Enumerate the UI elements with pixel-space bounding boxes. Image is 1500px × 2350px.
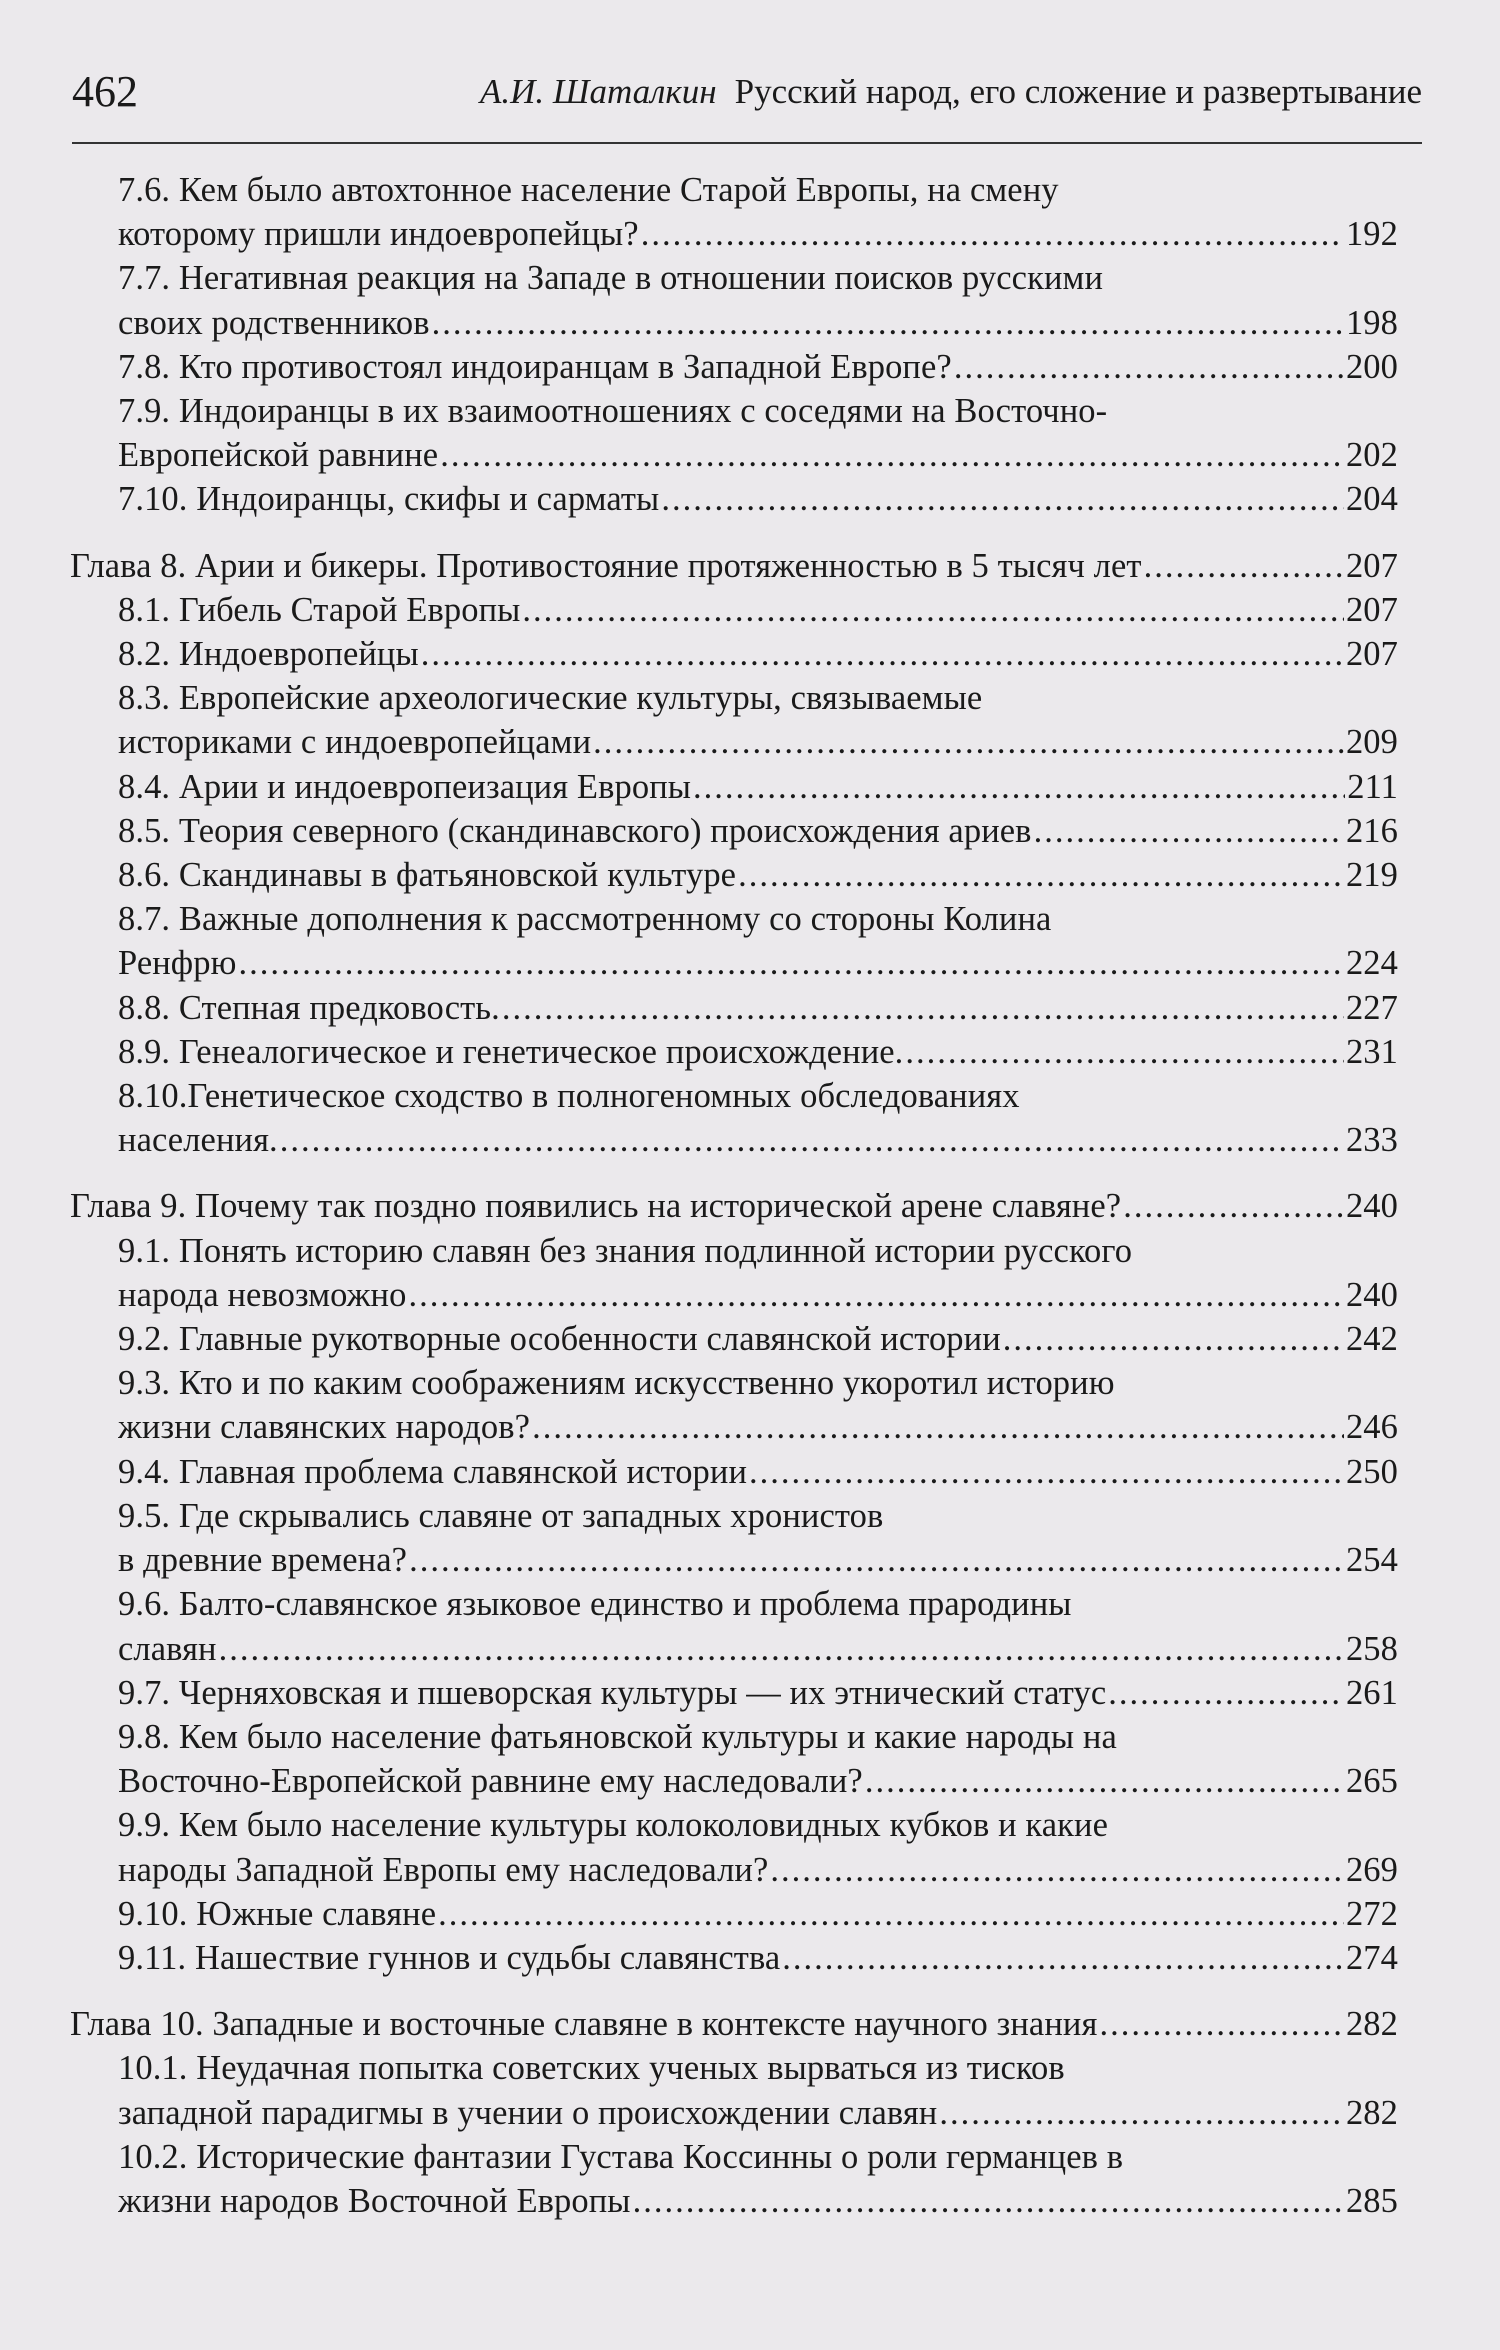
toc-entry-title: славян (118, 1629, 217, 1668)
dot-leader (1003, 1317, 1344, 1361)
toc-entry-title: Восточно-Европейской равнине ему наследовали? (118, 1762, 863, 1801)
toc-section-entry (56, 765, 1398, 809)
toc-page-number: 258 (1345, 1629, 1398, 1668)
toc-entry-title: 8.1. Гибель Старой Европы (118, 590, 521, 629)
toc-section-entry (56, 1671, 1398, 1715)
toc-entry-title: Глава 9. Почему так поздно появились на исторической арене славяне? (70, 1187, 1122, 1226)
dot-leader (593, 720, 1344, 764)
toc-section-entry (56, 809, 1398, 853)
dot-leader (782, 1936, 1344, 1980)
toc-entry-title: западной парадигмы в учении о происхождении славян (118, 2093, 938, 2132)
toc-entry-title: Глава 10. Западные и восточные славяне в контексте научного знания (70, 2005, 1098, 2044)
dot-leader (421, 632, 1344, 676)
dot-leader (409, 1538, 1344, 1582)
toc-entry-title: Ренфрю (118, 944, 237, 983)
toc-entry-title: 9.1. Понять историю славян без знания подлинной истории русского (118, 1231, 1133, 1270)
toc-entry-title: своих родственников (118, 303, 430, 342)
toc-section-entry (56, 986, 1398, 1030)
dot-leader (239, 941, 1344, 985)
toc-entry-title: 8.3. Европейские археологические культуры, связываемые (118, 679, 983, 718)
toc-section-entry (56, 1892, 1398, 1936)
toc-section-entry (56, 345, 1398, 389)
dot-leader (939, 2091, 1344, 2135)
toc-entry-title: 10.2. Исторические фантазии Густава Коссинны о роли германцев в (118, 2137, 1124, 2176)
toc-section-entry (56, 168, 1398, 256)
toc-page-number: 227 (1345, 988, 1398, 1027)
toc-page-number: 224 (1345, 944, 1398, 983)
toc-page-number: 219 (1345, 856, 1398, 895)
author-name: А.И. Шаталкин (480, 72, 717, 111)
toc-page-number: 282 (1345, 2005, 1398, 2044)
table-of-contents (56, 168, 1398, 2223)
dot-leader (738, 853, 1344, 897)
toc-entry-title: 9.7. Черняховская и пшеворская культуры — их этнический статус (118, 1673, 1107, 1712)
toc-page-number: 242 (1345, 1320, 1398, 1359)
toc-page-number: 254 (1345, 1541, 1398, 1580)
toc-section-entry (56, 256, 1398, 344)
dot-leader (522, 588, 1344, 632)
toc-page-number: 233 (1345, 1121, 1398, 1160)
dot-leader (1123, 1184, 1344, 1228)
dot-leader (1108, 1671, 1344, 1715)
toc-section-entry (56, 1494, 1398, 1582)
toc-section-entry (56, 1074, 1398, 1162)
dot-leader (749, 1450, 1344, 1494)
toc-entry-title: Глава 8. Арии и бикеры. Противостояние протяженностью в 5 тысяч лет (70, 546, 1142, 585)
toc-section-entry (56, 2046, 1398, 2134)
toc-page-number: 240 (1345, 1187, 1398, 1226)
toc-page-number: 204 (1345, 480, 1398, 519)
toc-page-number: 246 (1345, 1408, 1398, 1447)
toc-entry-title: 8.9. Генеалогическое и генетическое происхождение. (118, 1032, 904, 1071)
toc-section-entry (56, 1582, 1398, 1670)
header-rule (72, 142, 1422, 144)
toc-entry-title: 9.9. Кем было население культуры колоколовидных кубков и какие (118, 1806, 1108, 1845)
dot-leader (693, 765, 1345, 809)
toc-entry-title: которому пришли индоевропейцы? (118, 215, 639, 254)
toc-page-number: 207 (1345, 590, 1398, 629)
toc-section-entry (56, 1030, 1398, 1074)
toc-page-number: 207 (1345, 635, 1398, 674)
toc-entry-title: 8.4. Арии и индоевропеизация Европы (118, 767, 692, 806)
toc-entry-title: 8.8. Степная предковость. (118, 988, 500, 1027)
toc-entry-title: 9.6. Балто-славянское языковое единство и проблема прародины (118, 1585, 1072, 1624)
toc-section-entry (56, 477, 1398, 521)
toc-page-number: 274 (1345, 1938, 1398, 1977)
toc-section-entry (56, 1936, 1398, 1980)
toc-entry-title: жизни народов Восточной Европы (118, 2181, 631, 2220)
toc-section-entry (56, 1450, 1398, 1494)
toc-entry-title: 8.2. Индоевропейцы (118, 635, 419, 674)
toc-page-number: 216 (1345, 811, 1398, 850)
toc-page-number: 207 (1345, 546, 1398, 585)
page-number: 462 (72, 67, 138, 116)
dot-leader (661, 477, 1344, 521)
toc-section-entry (56, 1229, 1398, 1317)
toc-section-entry (56, 1715, 1398, 1803)
dot-leader (954, 345, 1344, 389)
toc-section-entry (56, 588, 1398, 632)
toc-section-entry (56, 632, 1398, 676)
toc-entry-title: 7.7. Негативная реакция на Западе в отношении поисков русскими (118, 259, 1104, 298)
toc-entry-title: 9.4. Главная проблема славянской истории (118, 1452, 748, 1491)
toc-entry-title: 9.5. Где скрывались славяне от западных хронистов (118, 1496, 884, 1535)
toc-page-number: 198 (1345, 303, 1398, 342)
running-title (480, 62, 1422, 122)
toc-section-entry (56, 389, 1398, 477)
book-title: Русский народ, его сложение и развертывание (734, 72, 1422, 111)
toc-section-entry (56, 2135, 1398, 2223)
toc-page-number: 211 (1347, 767, 1398, 806)
toc-entry-title: 8.5. Теория северного (скандинавского) происхождения ариев (118, 811, 1032, 850)
dot-leader (532, 1405, 1344, 1449)
toc-entry-title: историками с индоевропейцами (118, 723, 592, 762)
dot-leader (219, 1627, 1344, 1671)
toc-entry-title: 7.6. Кем было автохтонное население Старой Европы, на смену (118, 171, 1059, 209)
toc-entry-title: 7.10. Индоиранцы, скифы и сарматы (118, 480, 660, 519)
toc-entry-title: 9.3. Кто и по каким соображениям искусственно укоротил историю (118, 1364, 1115, 1403)
toc-page-number: 261 (1345, 1673, 1398, 1712)
dot-leader (905, 1030, 1344, 1074)
toc-entry-title: 8.10.Генетическое сходство в полногеномных обследованиях (118, 1077, 1020, 1116)
dot-leader (641, 212, 1344, 256)
dot-leader (1099, 2002, 1344, 2046)
toc-entry-title: 10.1. Неудачная попытка советских ученых вырваться из тисков (118, 2049, 1065, 2088)
toc-section-entry (56, 853, 1398, 897)
toc-section-entry (56, 1361, 1398, 1449)
toc-page-number: 282 (1345, 2093, 1398, 2132)
toc-entry-title: в древние времена? (118, 1541, 408, 1580)
toc-section-entry (56, 1803, 1398, 1891)
dot-leader (440, 433, 1344, 477)
toc-page-number: 250 (1345, 1452, 1398, 1491)
toc-entry-title: 9.8. Кем было население фатьяновской культуры и какие народы на (118, 1717, 1117, 1756)
dot-leader (1034, 809, 1344, 853)
dot-leader (280, 1118, 1344, 1162)
toc-page-number: 192 (1345, 215, 1398, 254)
toc-page-number: 285 (1345, 2181, 1398, 2220)
toc-page-number: 200 (1345, 347, 1398, 386)
toc-entry-title: 8.7. Важные дополнения к рассмотренному со стороны Колина (118, 900, 1052, 939)
toc-page-number: 265 (1345, 1762, 1398, 1801)
toc-entry-title: 9.2. Главные рукотворные особенности славянской истории (118, 1320, 1001, 1359)
toc-entry-title: 7.9. Индоиранцы в их взаимоотношениях с соседями на Восточно- (118, 392, 1108, 431)
toc-entry-title: народа невозможно (118, 1275, 407, 1314)
dot-leader (408, 1273, 1343, 1317)
toc-entry-title: 8.6. Скандинавы в фатьяновской культуре (118, 856, 737, 895)
dot-leader (502, 986, 1344, 1030)
toc-entry-title: 9.10. Южные славяне (118, 1894, 437, 1933)
toc-entry-title: жизни славянских народов? (118, 1408, 531, 1447)
toc-entry-title: Европейской равнине (118, 436, 439, 475)
toc-entry-title: 9.11. Нашествие гуннов и судьбы славянства (118, 1938, 781, 1977)
toc-page-number: 231 (1345, 1032, 1398, 1071)
toc-page-number: 209 (1345, 723, 1398, 762)
toc-entry-title: народы Западной Европы ему наследовали? (118, 1850, 769, 1889)
toc-section-entry (56, 676, 1398, 764)
toc-section-entry (56, 1317, 1398, 1361)
dot-leader (438, 1892, 1344, 1936)
dot-leader (865, 1759, 1344, 1803)
toc-section-entry (56, 897, 1398, 985)
toc-page-number: 202 (1345, 436, 1398, 475)
dot-leader (1144, 544, 1344, 588)
toc-chapter-entry (56, 1184, 1398, 1228)
toc-page-number: 272 (1345, 1894, 1398, 1933)
dot-leader (432, 301, 1344, 345)
toc-page-number: 269 (1345, 1850, 1398, 1889)
toc-chapter-entry (56, 2002, 1398, 2046)
dot-leader (770, 1848, 1344, 1892)
toc-page-number: 240 (1345, 1275, 1398, 1314)
toc-chapter-entry (56, 544, 1398, 588)
dot-leader (633, 2179, 1344, 2223)
toc-entry-title: 7.8. Кто противостоял индоиранцам в Западной Европе? (118, 347, 952, 386)
running-head (72, 62, 1422, 122)
toc-entry-title: населения. (118, 1121, 278, 1160)
